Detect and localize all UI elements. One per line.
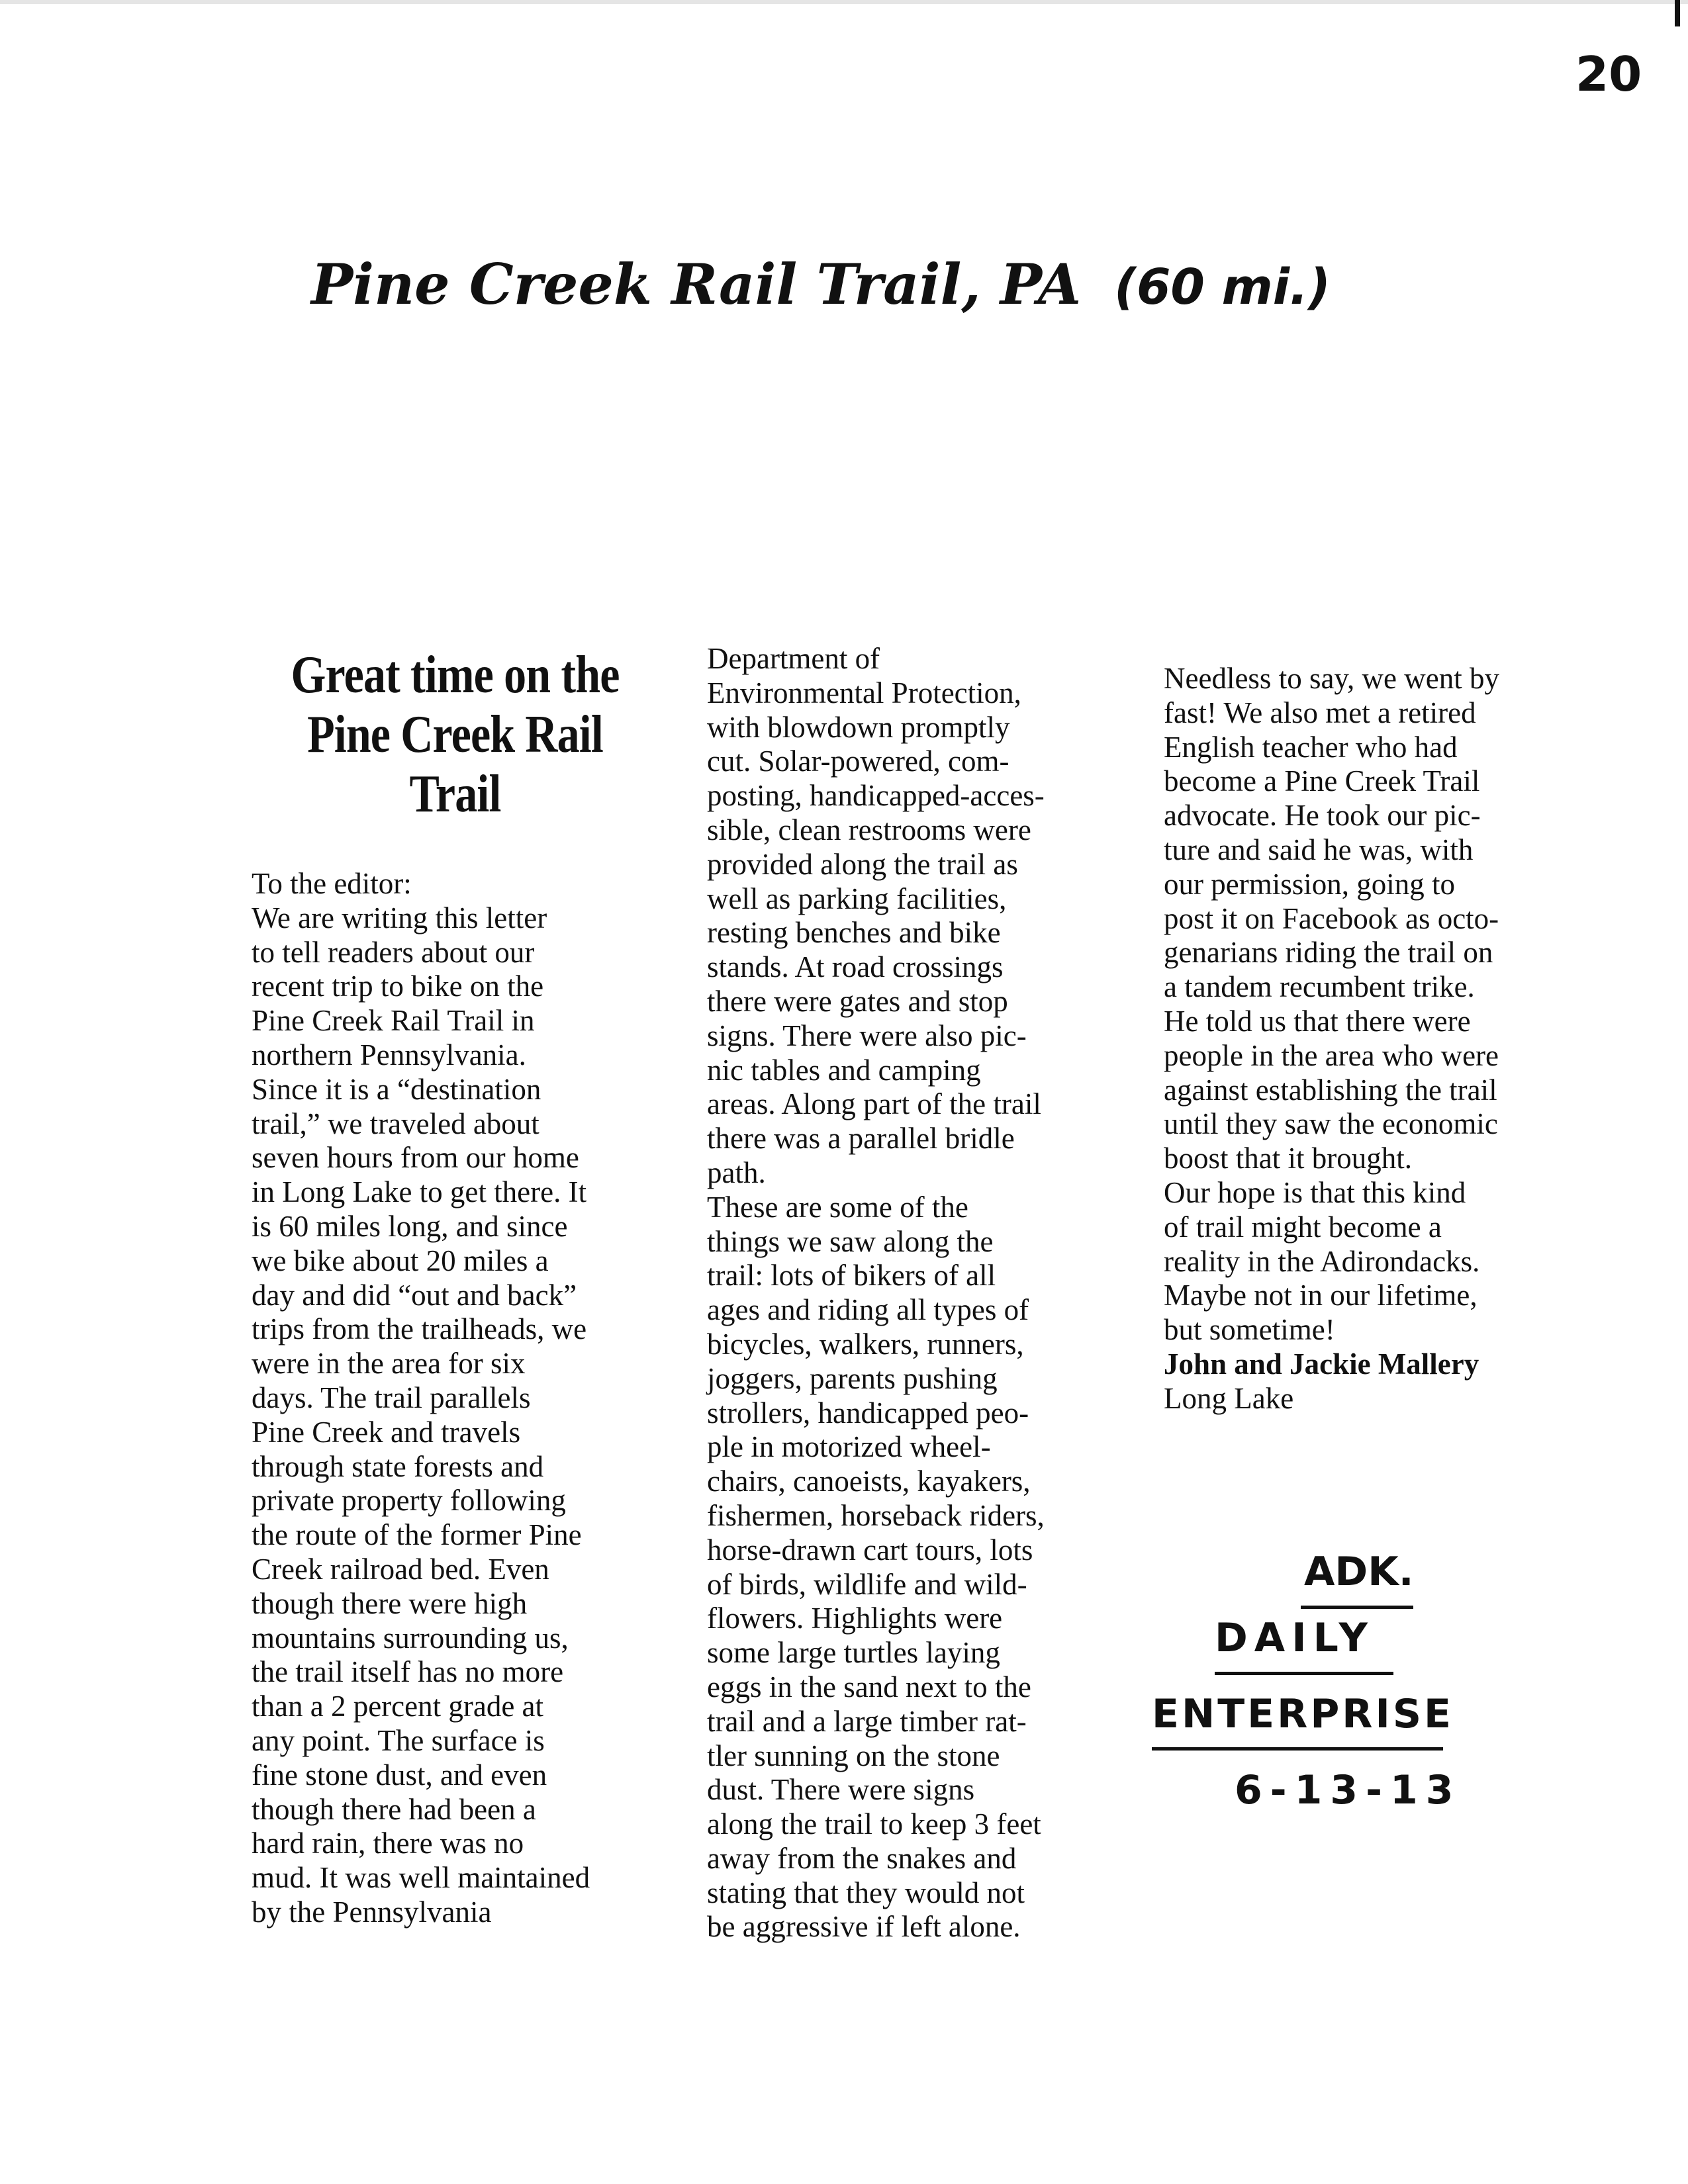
author-location: Long Lake — [1164, 1381, 1294, 1415]
handwritten-underline — [1152, 1747, 1443, 1751]
paragraph: Our hope is that this kind of trail might become a reality in the Adirondacks. Maybe not in our lifetime, but sometime! — [1164, 1175, 1480, 1347]
handwritten-line-1: ADK. — [1304, 1549, 1414, 1595]
document-title-main: Pine Creek Rail Trail, PA — [311, 251, 1082, 317]
paragraph: Needless to say, we went by fast! We also met a retired English teacher who had become a Pine Creek Trail advocate. He took our pic- ture and said he was, with our permission, going to post it on Facebook as octo- genarians riding the trail on a tandem recumbent trike. He told us that there were people in the area who were against establishing the trail until they saw the economic boost that it brought. — [1164, 662, 1499, 1175]
scan-edge-mark — [1675, 0, 1680, 26]
handwritten-line-2: DAILY — [1215, 1615, 1374, 1661]
paragraph: Department of Environmental Protection, with blowdown promptly cut. Solar-powered, com- posting, handicapped-acces- sible, clean restrooms were provided along the trail as well as parking facilities, resting benches and bike stands. At road crossings there were gates and stop signs. There were also pic- nic tables and camping areas. Along part of the trail there was a parallel bridle path. — [707, 642, 1045, 1189]
article-column-2 — [707, 642, 1144, 1944]
handwritten-underline — [1301, 1606, 1413, 1609]
paragraph: We are writing this letter to tell readers about our recent trip to bike on the Pine Creek Rail Trail in northern Pennsylvania. — [252, 901, 547, 1071]
handwritten-underline — [1215, 1672, 1393, 1675]
handwritten-date: 6-13-13 — [1235, 1767, 1462, 1813]
document-title — [311, 251, 1470, 317]
document-title-distance: (60 mi.) — [1114, 259, 1331, 316]
page-number: 20 — [1575, 46, 1642, 102]
paragraph: Since it is a “destination trail,” we traveled about seven hours from our home in Long Lake to get there. It is 60 miles long, and since we bike about 20 miles a day and did “out and back” trips from the trailheads, we were in the area for six days. The trail parallels Pine Creek and travels through state forests and private property following the route of the former Pine Creek railroad bed. Even though there were high mountains surrounding us, the trail itself has no more than a 2 percent grade at any point. The surface is fine stone dust, and even though there had been a hard rain, there was no mud. It was well maintained by the Pennsylvania — [252, 1072, 590, 1929]
paragraph: These are some of the things we saw along the trail: lots of bikers of all ages and riding all types of bicycles, walkers, runners, joggers, parents pushing strollers, handicapped peo- ple in motorized wheel- chairs, canoeists, kayakers, fishermen, horseback riders, horse-drawn cart tours, lots of birds, wildlife and wild- flowers. Highlights were some large turtles laying eggs in the sand next to the trail and a large timber rat- tler sunning on the stone dust. There were signs along the trail to keep 3 feet away from the snakes and stating that they would not be aggressive if left alone. — [707, 1190, 1045, 1944]
article-headline: Great time on the Pine Creek Rail Trail — [291, 646, 620, 823]
article-column-1 — [252, 867, 675, 1930]
author-signature: John and Jackie Mallery — [1164, 1347, 1479, 1381]
handwritten-line-3: ENTERPRISE — [1152, 1691, 1454, 1737]
article-column-3 — [1164, 662, 1587, 1416]
scan-edge-top — [0, 0, 1688, 4]
salutation: To the editor: — [252, 867, 412, 900]
